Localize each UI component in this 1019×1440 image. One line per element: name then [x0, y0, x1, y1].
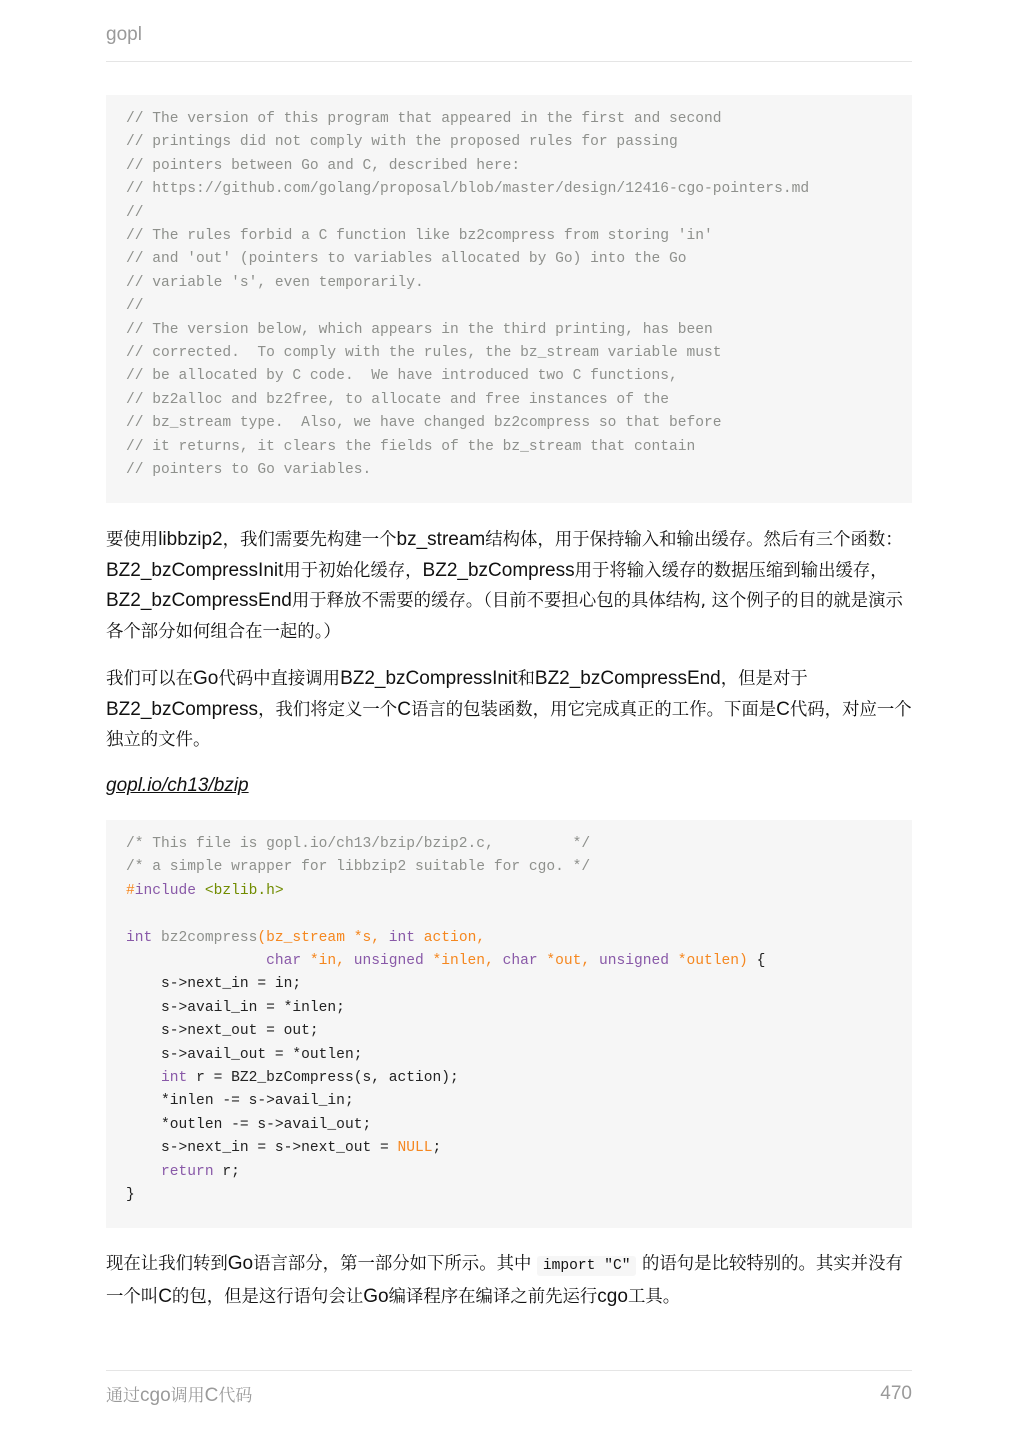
- token: int: [126, 929, 153, 946]
- text: 通过: [106, 1386, 140, 1406]
- token: action,: [415, 929, 486, 946]
- code-line: // it returns, it clears the fields of the bz_stream that contain: [126, 438, 696, 455]
- code-block-c: [106, 820, 912, 1228]
- text: cgo: [140, 1385, 171, 1406]
- code-line: }: [126, 1187, 135, 1204]
- code-line: // bz_stream type. Also, we have changed bz2compress so that before: [126, 415, 722, 432]
- text: 用于释放不需要的缓存。（目前不要担心包的具体结构, 这个例子的目的就是演示各个部分如何组合在一起的。）: [106, 591, 903, 642]
- text: 代码中直接调用: [218, 669, 341, 689]
- text: 代码: [218, 1386, 253, 1406]
- token: *outlen): [669, 953, 748, 970]
- token: [126, 1070, 161, 1086]
- code-line: *inlen -= s->avail_in;: [126, 1093, 354, 1110]
- code-line: s->next_out = out;: [126, 1023, 319, 1040]
- text: 用于初始化缓存，: [283, 560, 423, 581]
- code-line: [126, 930, 485, 946]
- text: Go: [192, 668, 219, 689]
- code-line: // variable 's', even temporarily.: [126, 274, 424, 291]
- token: s->next_in = s->next_out =: [126, 1140, 398, 1157]
- code-line: s->next_in = in;: [126, 976, 302, 993]
- paragraph-go-part: [106, 1249, 912, 1312]
- inline-code: import "C": [537, 1256, 637, 1276]
- text: 结构体，用于保持输入和输出缓存。然后有三个函数：: [485, 530, 903, 550]
- text: 用于将输入缓存的数据压缩到输出缓存，: [574, 560, 888, 581]
- code-line: [126, 1164, 240, 1180]
- text: BZ2_bzCompressEnd: [534, 668, 721, 689]
- token: (bz_stream *s,: [257, 929, 389, 946]
- code-line: [126, 1070, 459, 1086]
- text: cgo: [597, 1285, 628, 1307]
- text: 我们可以在: [106, 669, 193, 689]
- code-line: [126, 953, 765, 969]
- code-line: // The version below, which appears in the third printing, has been: [126, 321, 713, 338]
- text: 现在让我们转到: [106, 1254, 228, 1274]
- text: 语言部分，第一部分如下所示。其中: [253, 1254, 537, 1274]
- text: ，我们需要先构建一个: [222, 530, 397, 550]
- token: unsigned: [353, 953, 424, 970]
- paragraph-intro: [106, 525, 912, 647]
- token: int: [161, 1070, 188, 1087]
- text: 工具。: [627, 1286, 681, 1307]
- header-title: gopl: [106, 24, 142, 45]
- text: bz_stream: [396, 529, 486, 550]
- text: 编译程序在编译之前先运行: [388, 1286, 598, 1307]
- text: 的包，但是这行语句会让: [171, 1286, 364, 1307]
- page-header: [106, 24, 912, 62]
- text: 调用: [170, 1386, 205, 1406]
- token: #: [126, 882, 135, 899]
- code-line: [126, 1140, 441, 1156]
- source-link[interactable]: gopl.io/ch13/bzip: [106, 775, 249, 796]
- text: libbzip2: [158, 529, 223, 550]
- text: C: [776, 698, 790, 720]
- text: 代码，对应一个独立的文件。: [106, 699, 912, 750]
- text: Go: [363, 1285, 389, 1307]
- text: BZ2_bzCompressEnd: [106, 590, 292, 611]
- token: char: [502, 953, 538, 970]
- code-line: /* This file is gopl.io/ch13/bzip/bzip2.c, */: [126, 836, 591, 852]
- code-line: // be allocated by C code. We have introduced two C functions,: [126, 368, 678, 385]
- text: BZ2_bzCompressInit: [340, 668, 518, 689]
- code-line: [126, 883, 284, 899]
- code-line: s->avail_out = *outlen;: [126, 1046, 363, 1063]
- token: <bzlib.h>: [196, 882, 284, 899]
- text: 和: [517, 669, 535, 689]
- token: *out,: [537, 953, 599, 970]
- token: include: [134, 882, 197, 899]
- code-line: // corrected. To comply with the rules, the bz_stream variable must: [126, 345, 722, 362]
- token: NULL: [397, 1140, 433, 1157]
- text: C: [397, 698, 411, 720]
- text: 的语句是比较特别的。其实并没有一个叫: [106, 1254, 903, 1307]
- text: ，我们将定义一个: [258, 699, 398, 720]
- code-line: s->avail_in = *inlen;: [126, 999, 345, 1016]
- code-line: // The rules forbid a C function like bz2compress from storing 'in': [126, 228, 713, 245]
- text: 要使用: [106, 530, 159, 550]
- text: C: [204, 1385, 219, 1406]
- code-line: *outlen -= s->avail_out;: [126, 1116, 372, 1133]
- token: *in,: [301, 953, 354, 970]
- code-line: //: [126, 204, 144, 221]
- code-line: //: [126, 298, 144, 315]
- token: char: [266, 953, 302, 970]
- token: int: [388, 929, 416, 946]
- paragraph-wrapper: [106, 664, 912, 756]
- code-block-comments: [106, 95, 912, 503]
- page-footer: [106, 1370, 912, 1406]
- text: 语言的包装函数，用它完成真正的工作。下面是: [410, 699, 777, 720]
- code-line: // and 'out' (pointers to variables allocated by Go) into the Go: [126, 251, 687, 268]
- token: [126, 953, 266, 969]
- text: ，但是对于: [720, 669, 808, 689]
- token: bz2compress: [152, 929, 258, 946]
- chapter-title: [106, 1381, 252, 1407]
- code-line: /* a simple wrapper for libbzip2 suitable for cgo. */: [126, 859, 591, 876]
- code-line: // https://github.com/golang/proposal/blob/master/design/12416-cgo-pointers.md: [126, 181, 810, 198]
- token: {: [747, 953, 766, 970]
- token: unsigned: [598, 953, 669, 970]
- token: return: [161, 1163, 214, 1180]
- token: ;: [432, 1140, 442, 1157]
- code-line: // printings did not comply with the proposed rules for passing: [126, 134, 678, 151]
- text: BZ2_bzCompress: [106, 698, 259, 720]
- code-line: // bz2alloc and bz2free, to allocate and free instances of the: [126, 391, 669, 408]
- token: r;: [213, 1163, 240, 1180]
- code-line: // pointers to Go variables.: [126, 462, 372, 479]
- text: BZ2_bzCompress: [422, 559, 575, 581]
- token: r = BZ2_bzCompress(s, action);: [187, 1070, 459, 1087]
- token: *inlen,: [423, 953, 503, 970]
- token: [126, 1164, 161, 1180]
- code-line: // pointers between Go and C, described here:: [126, 157, 521, 174]
- code-line: // The version of this program that appeared in the first and second: [126, 111, 722, 127]
- text: Go: [227, 1253, 254, 1274]
- text: BZ2_bzCompressInit: [106, 559, 284, 581]
- page-number: 470: [880, 1383, 912, 1404]
- text: C: [158, 1285, 172, 1307]
